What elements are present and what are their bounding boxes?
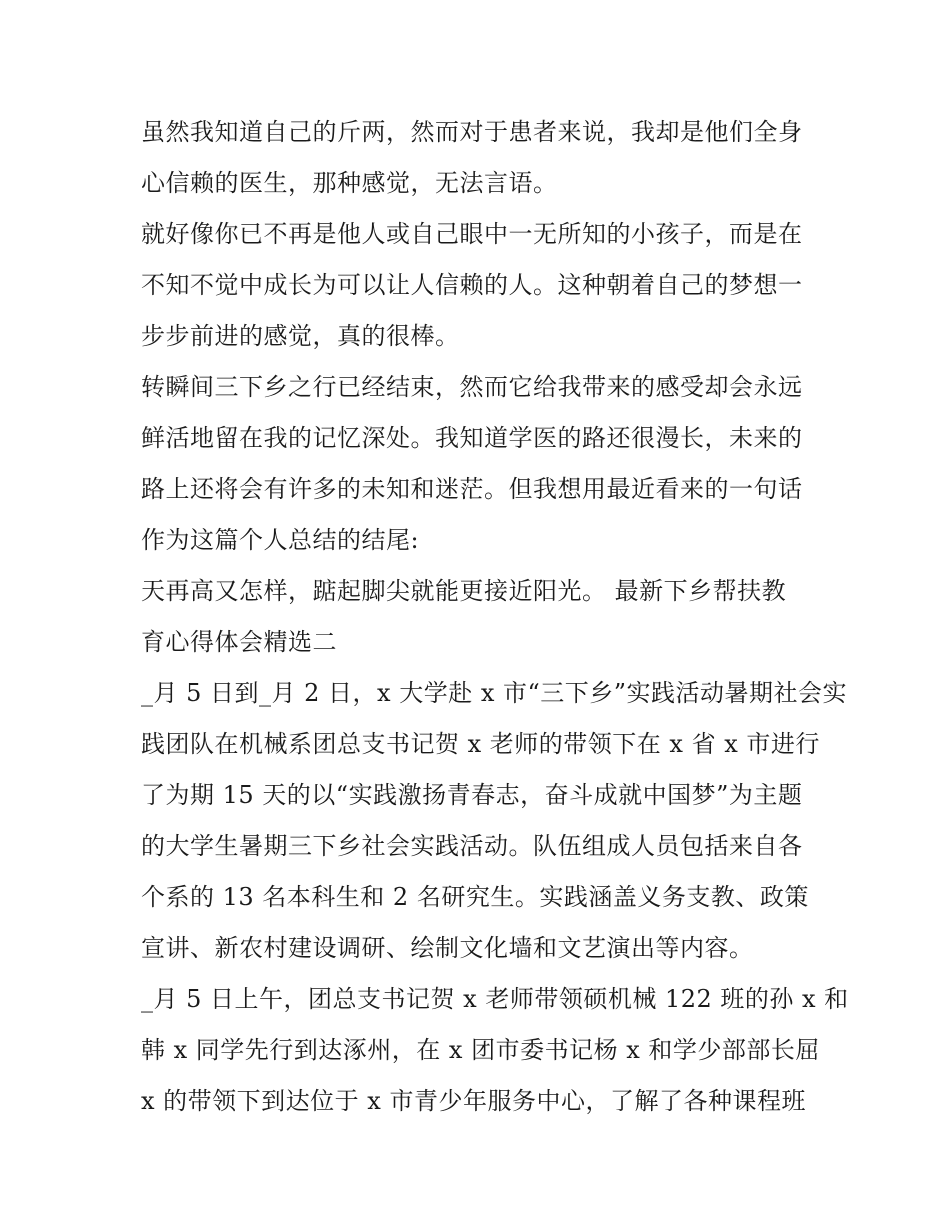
text-line: 转瞬间三下乡之行已经结束，然而它给我带来的感受却会永远 <box>141 373 803 401</box>
text-line: 虽然我知道自己的斤两，然而对于患者来说，我却是他们全身 <box>141 118 803 146</box>
text-line: 天再高又怎样，踮起脚尖就能更接近阳光。 最新下乡帮扶教 <box>141 577 787 605</box>
text-line: 宣讲、新农村建设调研、绘制文化墙和文艺演出等内容。 <box>141 934 754 962</box>
text-line: 育心得体会精选二 <box>141 628 337 656</box>
text-line: 个系的 13 名本科生和 2 名研究生。实践涵盖义务支教、政策 <box>141 883 809 911</box>
document-body <box>141 107 849 1127</box>
text-line: 心信赖的医生，那种感觉，无法言语。 <box>141 169 558 197</box>
text-line: 践团队在机械系团总支书记贺 x 老师的带领下在 x 省 x 市进行 <box>141 730 820 758</box>
text-line: x 的带领下到达位于 x 市青少年服务中心，了解了各种课程班 <box>141 1087 806 1115</box>
text-line: 韩 x 同学先行到达涿州，在 x 团市委书记杨 x 和学少部部长屈 <box>141 1036 820 1064</box>
text-line: 鲜活地留在我的记忆深处。我知道学医的路还很漫长，未来的 <box>141 424 803 452</box>
text-line: 就好像你已不再是他人或自己眼中一无所知的小孩子，而是在 <box>141 220 803 248</box>
text-line: 了为期 15 天的以“实践激扬青春志，奋斗成就中国梦”为主题 <box>141 781 803 809</box>
text-line: 作为这篇个人总结的结尾: <box>141 526 420 554</box>
text-line: 不知不觉中成长为可以让人信赖的人。这种朝着自己的梦想一 <box>141 271 803 299</box>
text-line: _月 5 日上午，团总支书记贺 x 老师带领硕机械 122 班的孙 x 和 <box>141 985 849 1013</box>
text-line: 路上还将会有许多的未知和迷茫。但我想用最近看来的一句话 <box>141 475 803 503</box>
text-line: 步步前进的感觉，真的很棒。 <box>141 322 460 350</box>
text-line: _月 5 日到_月 2 日，x 大学赴 x 市“三下乡”实践活动暑期社会实 <box>141 679 848 707</box>
text-line: 的大学生暑期三下乡社会实践活动。队伍组成人员包括来自各 <box>141 832 803 860</box>
